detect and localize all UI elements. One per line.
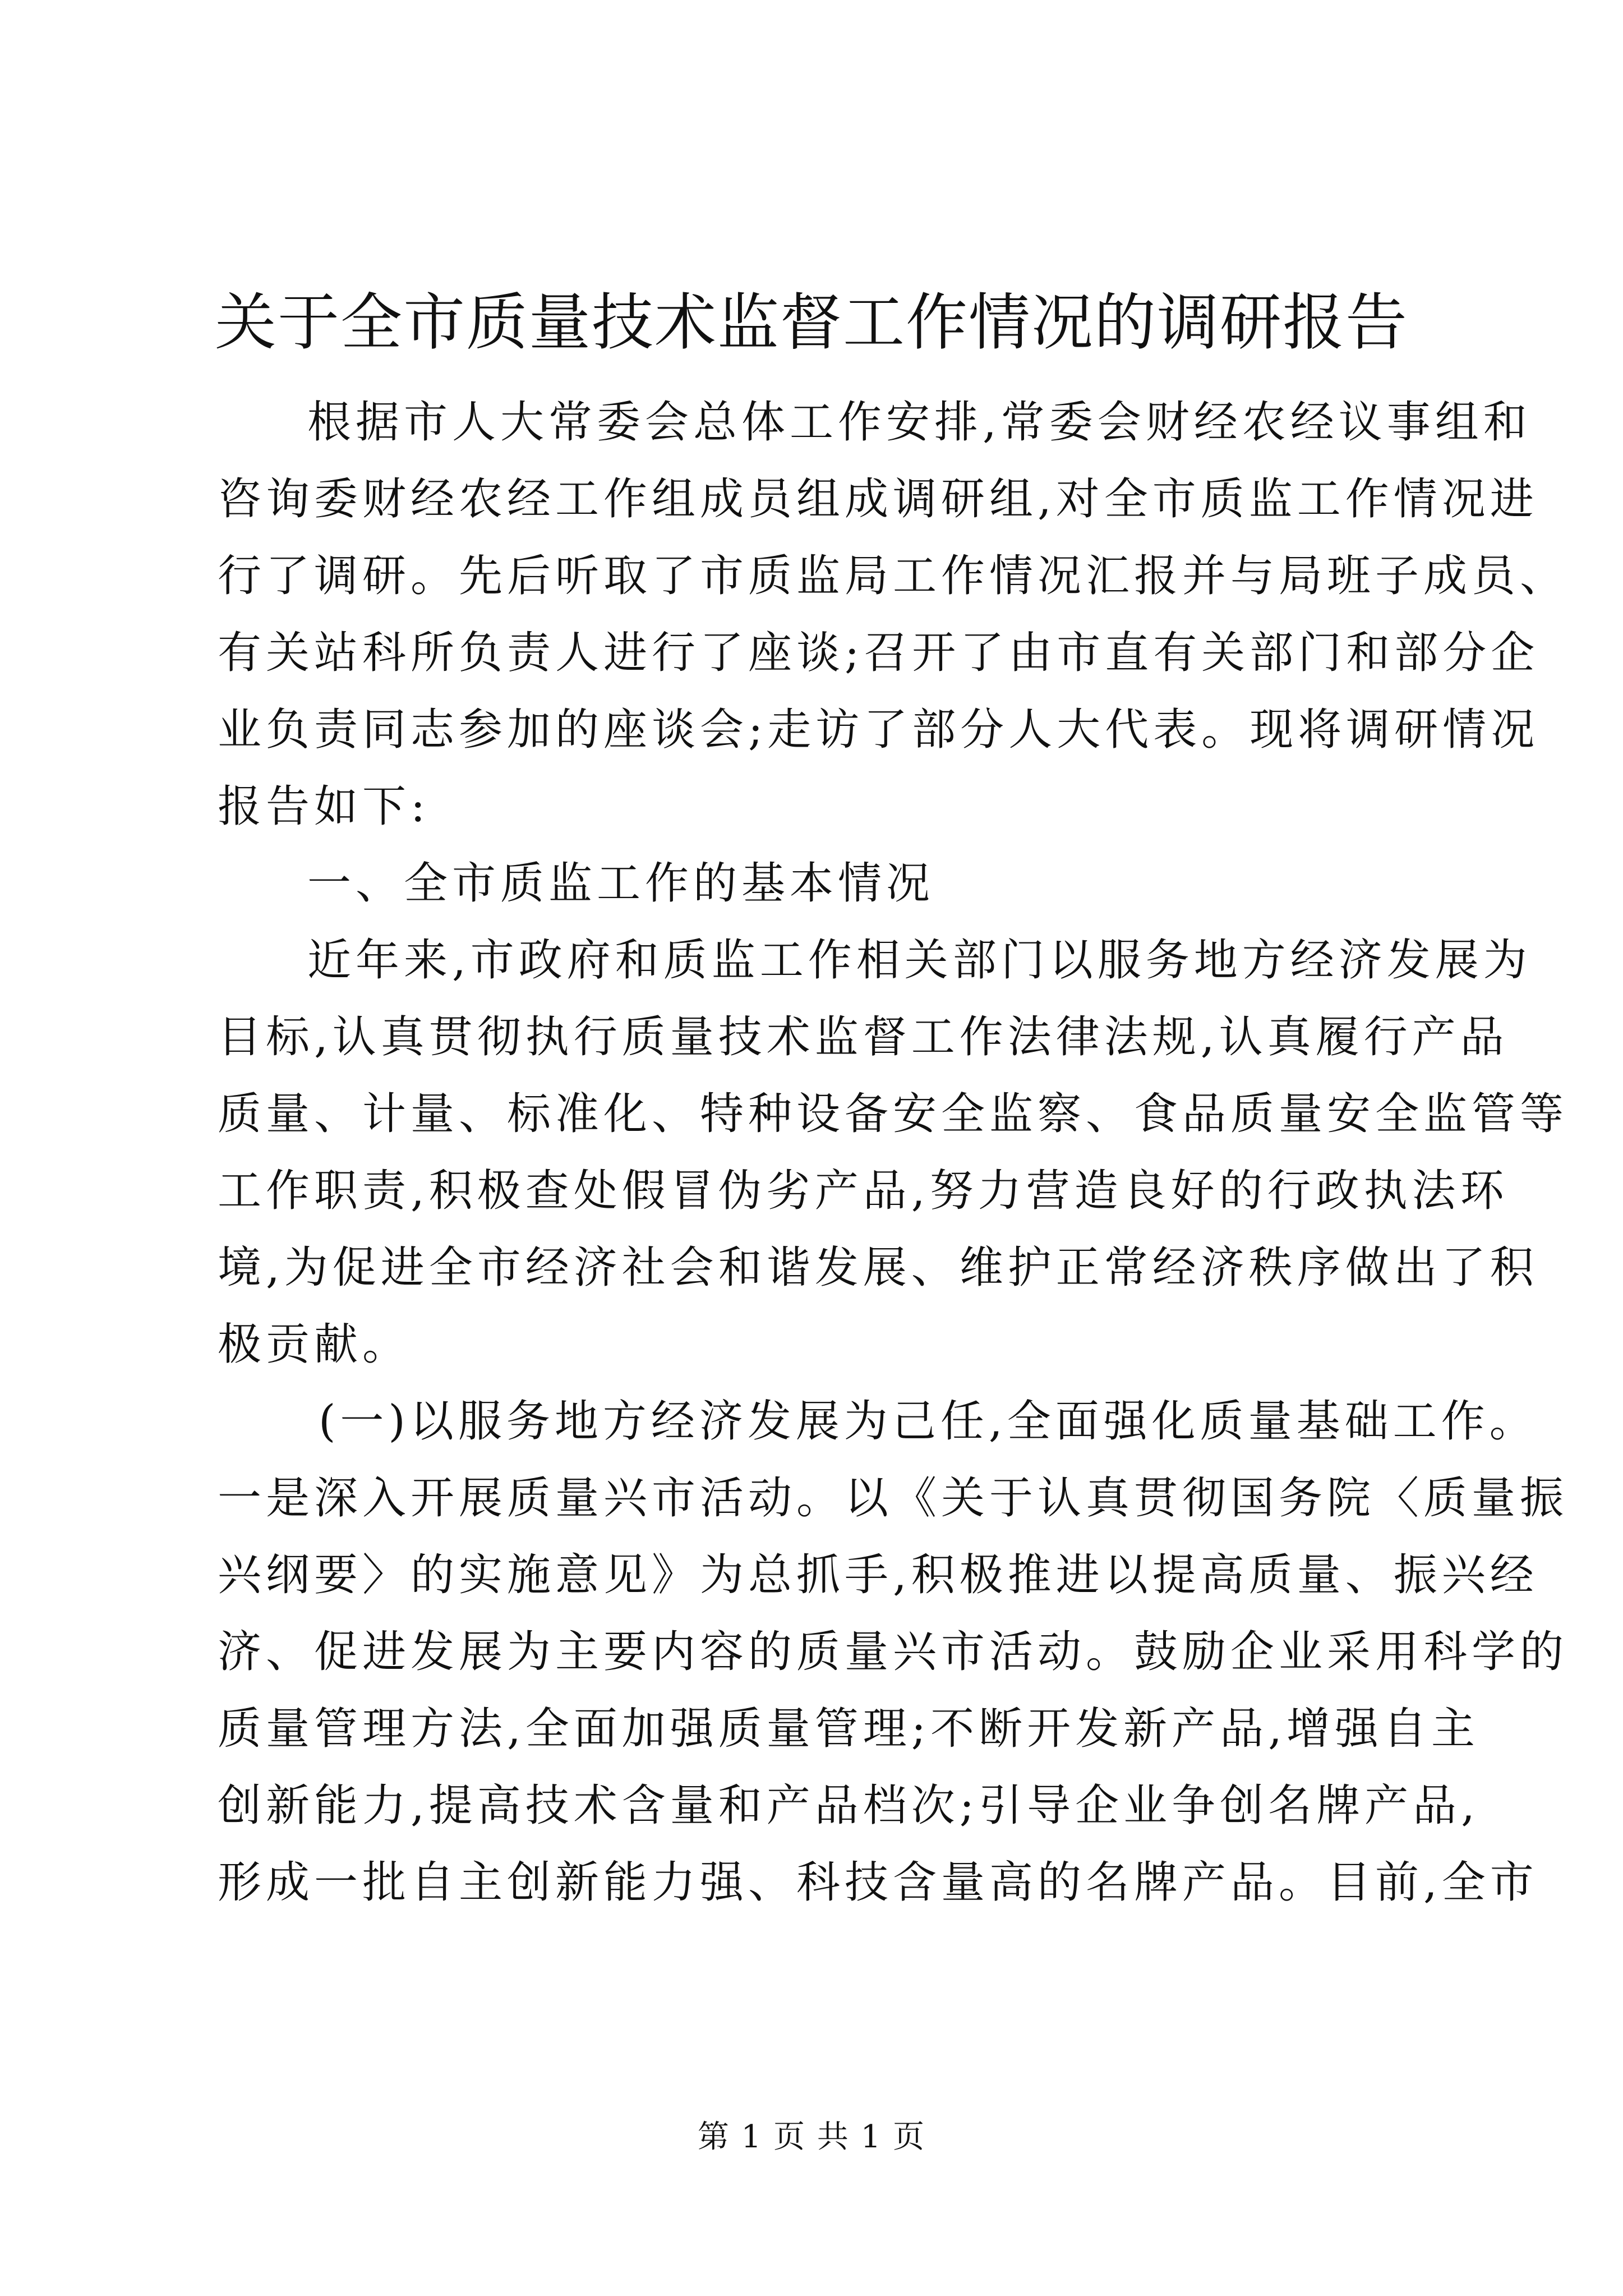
document-title: 关于全市质量技术监督工作情况的调研报告 xyxy=(215,287,1408,358)
body-line: 有关站科所负责人进行了座谈;召开了由市直有关部门和部分企 xyxy=(218,628,1539,678)
subsection-heading: (一)以服务地方经济发展为己任,全面强化质量基础工作。 xyxy=(319,1396,1538,1447)
body-line: 创新能力,提高技术含量和产品档次;引导企业争创名牌产品, xyxy=(218,1780,1479,1831)
body-line: 境,为促进全市经济社会和谐发展、维护正常经济秩序做出了积 xyxy=(218,1243,1538,1293)
body-line: 咨询委财经农经工作组成员组成调研组,对全市质监工作情况进 xyxy=(218,474,1538,524)
body-line: 报告如下: xyxy=(218,781,430,832)
body-line: 质量、计量、标准化、特种设备安全监察、食品质量安全监管等 xyxy=(218,1089,1569,1139)
body-line: 近年来,市政府和质监工作相关部门以服务地方经济发展为 xyxy=(307,935,1532,986)
body-line: 目标,认真贯彻执行质量技术监督工作法律法规,认真履行产品 xyxy=(218,1012,1509,1062)
body-line: 兴纲要〉的实施意见》为总抓手,积极推进以提高质量、振兴经 xyxy=(218,1550,1538,1600)
body-line: 形成一批自主创新能力强、科技含量高的名牌产品。目前,全市 xyxy=(218,1857,1538,1908)
body-line: 行了调研。先后听取了市质监局工作情况汇报并与局班子成员、 xyxy=(218,551,1569,601)
body-line: 业负责同志参加的座谈会;走访了部分人大代表。现将调研情况 xyxy=(218,705,1539,755)
document-body xyxy=(218,384,1569,1921)
body-line: 根据市人大常委会总体工作安排,常委会财经农经议事组和 xyxy=(307,397,1532,448)
body-line: 一是深入开展质量兴市活动。以《关于认真贯彻国务院〈质量振 xyxy=(218,1473,1569,1524)
page-number-footer: 第 1 页 共 1 页 xyxy=(697,2119,926,2155)
body-line: 质量管理方法,全面加强质量管理;不断开发新产品,增强自主 xyxy=(218,1704,1479,1754)
body-line: 工作职责,积极查处假冒伪劣产品,努力营造良好的行政执法环 xyxy=(218,1166,1509,1216)
section-heading: 一、全市质监工作的基本情况 xyxy=(307,858,935,909)
body-line: 济、促进发展为主要内容的质量兴市活动。鼓励企业采用科学的 xyxy=(218,1627,1569,1677)
body-line: 极贡献。 xyxy=(218,1319,411,1370)
